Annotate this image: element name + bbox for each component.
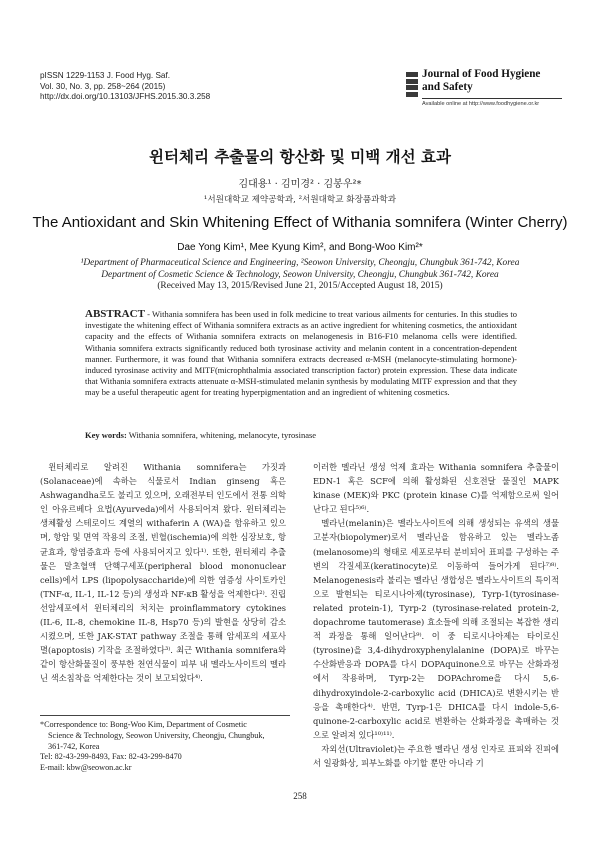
english-title: The Antioxidant and Skin Whitening Effect of Withania somnifera (Winter Cherry) — [32, 214, 568, 231]
keywords — [85, 430, 517, 440]
journal-divider — [422, 98, 562, 99]
doi-line: http://dx.doi.org/10.13103/JFHS.2015.30.3.258 — [40, 92, 211, 102]
korean-affiliation: ¹서원대학교 제약공학과, ²서원대학교 화장품과학과 — [203, 195, 397, 205]
journal-logo-icon — [406, 72, 418, 100]
abstract-label: ABSTRACT — [85, 308, 145, 320]
page-number: 258 — [293, 791, 307, 801]
body-paragraph: 이러한 멜라닌 생성 억제 효과는 Withania somnifera 추출물이 EDN-1 혹은 SCF에 의해 활성화된 신호전달 물질인 MAPK kinase (MEK)와 PKC (protein kinase C)를 억제함으로써 일어난다고 된다⁵⁾⁶⁾. — [313, 462, 559, 515]
footnote-line: *Correspondence to: Bong-Woo Kim, Department of Cosmetic — [40, 720, 247, 729]
body-paragraph: 자외선(Ultraviolet)는 주요한 멜라닌 생성 인자로 표피와 진피에서 일광화상, 피부노화를 야기할 뿐만 아니라 기 — [313, 743, 559, 768]
keywords-label: Key words: — [85, 430, 127, 440]
footnote-divider — [40, 715, 290, 716]
journal-meta — [40, 71, 210, 103]
footnote-line: 361-742, Korea — [48, 741, 100, 751]
journal-url: Available online at http://www.foodhygiene.or.kr — [422, 101, 540, 107]
abstract-text: - Withania somnifera has been used in folk medicine to treat various ailments for centuries. In this studies to investigate the whitening effect of Withania somnifera extracts as an active ingredient for whitening cosmetics, the antioxidant capacity and the effects of Withania somnifera extracts on melanogenesis in B16-F10 melanoma cells were identified. Withania somnifera extracts significantly reduced both tyrosinase activity and melanin content in a concentration-dependent manner. Furthermore, it was found that Withania somnifera extracts decreased α-MSH (melanocyte-stimulating hormone)-induced tyrosinase activity and MITF(microphthalmia associated transcription factor) protein expression. These data indicate that Withania somnifera extracts attenuate α-MSH-stimulated melanin synthesis by modulating MITF expression and that they may be a useful therapeutic agent for treating hyperpigmentation and an ingredient of whitening cosmetics. — [85, 309, 517, 398]
journal-title: Journal of Food Hygiene and Safety — [422, 68, 541, 93]
received-dates: (Received May 13, 2015/Revised June 21, 2015/Accepted August 18, 2015) — [157, 281, 443, 292]
korean-authors: 김대용¹ · 김미경² · 김봉우²* — [238, 179, 362, 190]
korean-title: 윈터체리 추출물의 항산화 및 미백 개선 효과 — [149, 148, 451, 166]
keywords-text: Withania somnifera, whitening, melanocyte, tyrosinase — [126, 430, 317, 440]
body-right-column — [313, 460, 559, 770]
body-left-column — [40, 460, 286, 686]
abstract — [85, 309, 517, 399]
footnote-phone: Tel: 82-43-299-8493, Fax: 82-43-299-8470 — [40, 752, 182, 762]
footnote-line: Science & Technology, Seowon University, Cheongju, Chungbuk, — [48, 730, 265, 740]
affiliation-line-2: Department of Cosmetic Science & Technology, Seowon University, Cheongju, Chungbuk 361-742, Korea — [101, 269, 499, 280]
body-paragraph: 윈터체리로 알려진 Withania somnifera는 가짓과(Solanaceae)에 속하는 식물로서 Indian ginseng 혹은 Ashwagandha로도 불리고 있으며, 오래전부터 인도에서 전통 의학인 아유르베다 요법(Ayurveda)에서 사용되어져 왔다. 윈터체리는 생체활성 스테로이드 계열의 withaferin A (WA)을 함유하고 있으며, 항암 및 면역 작용의 조절, 빈혈(ischemia)에 의한 심장보호, 항균효과, 항염증효과 등에 사용되어지고 있다¹⁾. 또한, 윈터체리 추출물은 말초혈액 단핵구세포(peripheral blood mononuclear cells)에서 LPS (lipopolysaccharide)에 의한 염증성 사이토카인(TNF-α, IL-1, IL-12 등)의 생성과 NF-κB 활성을 억제한다²⁾. 진립선암세포에서 윈터체리의 처치는 proinflammatory cytokines (IL-6, IL-8, chemokine IL-8, Hsp70 등)의 발현을 상당히 감소시켰으며, 또한 JAK-STAT pathway 조절을 통해 암세포의 세포사멸(apoptosis) 기작을 조절하였다³⁾. 최근 Withania somnifera와 같이 항산화물질이 풍부한 천연식물이 피부 내 멜라노사이트의 멜라닌 색소침착을 억제한다는 것이 보고되었다⁴⁾. — [40, 462, 286, 684]
journal-banner — [406, 68, 564, 118]
correspondence-footnote — [40, 720, 290, 774]
body-paragraph: 멜라닌(melanin)은 멜라노사이트에 의해 생성되는 유색의 생물고분자(biopolymer)로서 멜라닌을 함유하고 있는 멜라노좀(melanosome)의 형태로 세포로부터 분비되어 표피를 구성하는 주변의 각질세포(keratinocyte)로 이동하여 들어가게 된다⁷⁾⁸⁾. Melanogenesis라 불리는 멜라닌 생합성은 멜라노사이트의 특이적으로 발현되는 티로시나아제(tyrosinase), Tyrp-1(tyrosinase-related protein-1), Tyrp-2 (tyrosinase-related protein-2, dopachrome tautomerase) 효소들에 의해 조절되는 복잡한 생리적 과정을 통해 일어난다⁹⁾. 이 중 티로시나아제는 타이로신(tyrosine)을 3,4-dihydroxyphenylalanine (DOPA)로 바꾸는 수산화반응과 DOPA를 다시 DOPAquinone으로 바꾸는 산화과정에서 작용하며, Tyrp-2는 DOPAchrome을 다시 5,6-dihydroxyindole-2-carboxylic acid (DHICA)로 변환시키는 반응을 촉매한다⁴⁾. 반면, Tyrp-1은 DHICA를 다시 indole-5,6-quinone-2-carboxylic acid로 변환하는 산화과정을 촉매하는 것으로 알려져 있다¹⁰⁾¹¹⁾. — [313, 518, 559, 740]
english-authors: Dae Yong Kim¹, Mee Kyung Kim², and Bong-Woo Kim²* — [177, 242, 423, 253]
english-affiliation — [40, 258, 560, 293]
volume-line: Vol. 30, No. 3, pp. 258~264 (2015) — [40, 81, 166, 91]
footnote-email: E-mail: kbw@seowon.ac.kr — [40, 763, 132, 773]
issn-line: pISSN 1229-1153 J. Food Hyg. Saf. — [40, 71, 171, 80]
affiliation-line-1: ¹Department of Pharmaceutical Science and Engineering, ²Seowon University, Cheongju, Chungbuk 361-742, Korea — [80, 258, 520, 268]
